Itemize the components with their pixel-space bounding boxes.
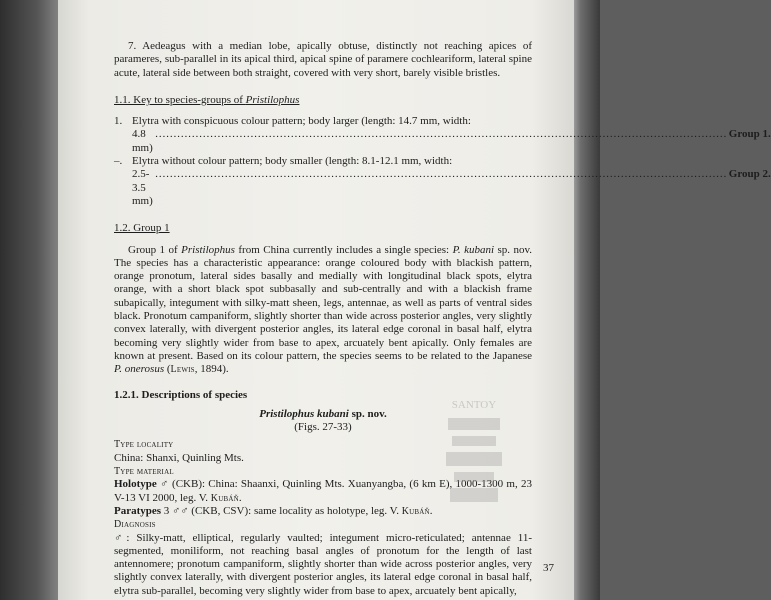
holotype-entry: Holotype ♂ (CKB): China: Shaanxi, Quinling Mts. Xuanyangba, (6 km E), 1000-1300 m, 23 V-13 VI 2000, leg. V. Kubáň. bbox=[114, 478, 532, 504]
paratypes-entry: Paratypes 3 ♂♂ (CKB, CSV): same locality as holotype, leg. V. Kubáň. bbox=[114, 504, 433, 517]
section-heading-1-2-1: 1.2.1. Descriptions of species bbox=[114, 388, 248, 401]
diagnosis-label: Diagnosis bbox=[114, 519, 156, 531]
group1-paragraph: Group 1 of Pristilophus from China currently includes a single species: P. kubani sp. nov. The species has a characteristic appearance: orange coloured body with blackish pattern, orange pronotum, lateral sides basally and medially with longitudinal black spots, elytra orange, with a short black spot subbasally and sub-centrally and with a blackish frame subapically, integument with silky-matt sheen, legs, antennae, as well as parts of ventral sides black. Pronotum campaniform, slightly shorter than wide across posterior angles, very slightly convex laterally, with divergent posterior angles, its lateral edge coronal in basal half, elytra becoming very slightly wider from base to apex, arcuately bent apically. Only females are known at present. Based on its colour pattern, the species seems to be related to the Japanese P. onerosus (Lewis, 1894). bbox=[114, 243, 532, 376]
section-heading-1-2: 1.2. Group 1 bbox=[114, 222, 170, 235]
watermark-logo bbox=[442, 394, 506, 512]
type-locality-text: China: Shanxi, Quinling Mts. bbox=[114, 451, 244, 464]
type-material-label: Type material bbox=[114, 466, 174, 478]
section-heading-1-1: 1.1. Key to species-groups of Pristilophus bbox=[114, 93, 300, 106]
species-figures-ref: (Figs. 27-33) bbox=[294, 421, 352, 434]
paragraph-7: 7. Aedeagus with a median lobe, apically obtuse, distinctly not reaching apices of parameres, sub-parallel in its apical third, apical spine of paramere cochleariform, lateral spine acute, lateral side between both straight, covered with very short, barely visible bristles. bbox=[114, 40, 532, 79]
book-spine-shadow bbox=[0, 0, 62, 600]
species-title: Pristilophus kubani sp. nov. bbox=[259, 407, 387, 420]
page-number: 37 bbox=[543, 562, 554, 574]
watermark-text: SANTOY bbox=[451, 399, 497, 411]
book-page bbox=[58, 0, 771, 600]
type-locality-label: Type locality bbox=[114, 439, 174, 451]
species-group-key bbox=[114, 115, 771, 208]
diagnosis-text: ♂: Silky-matt, elliptical, regularly vaulted; integument micro-reticulated; antennae 11-segmented, moniliform, not reaching basal angles of pronotum for the length of last antennomere; pronotum campaniform, slightly shorter than wide across posterior angles, very slightly convex laterally, with divergent posterior angles, its lateral edge coronal in basal half, elytra sub-parallel, becoming very slightly wider from base to apex, arcuately bent apically, bbox=[114, 531, 532, 597]
key-couplet-2: –. Elytra without colour pattern; body smaller (length: 8.1-12.1 mm, width: 2.5-3.5 mm) ………………………………………………………………………………………………………………………………………… Group 2. bbox=[114, 155, 532, 208]
key-couplet-1: 1. Elytra with conspicuous colour pattern; body larger (length: 14.7 mm, width: 4.8 mm) ………………………………………………………………………………………………………………………………………… Group 1. bbox=[114, 115, 532, 155]
book-edge-shadow bbox=[572, 0, 600, 600]
